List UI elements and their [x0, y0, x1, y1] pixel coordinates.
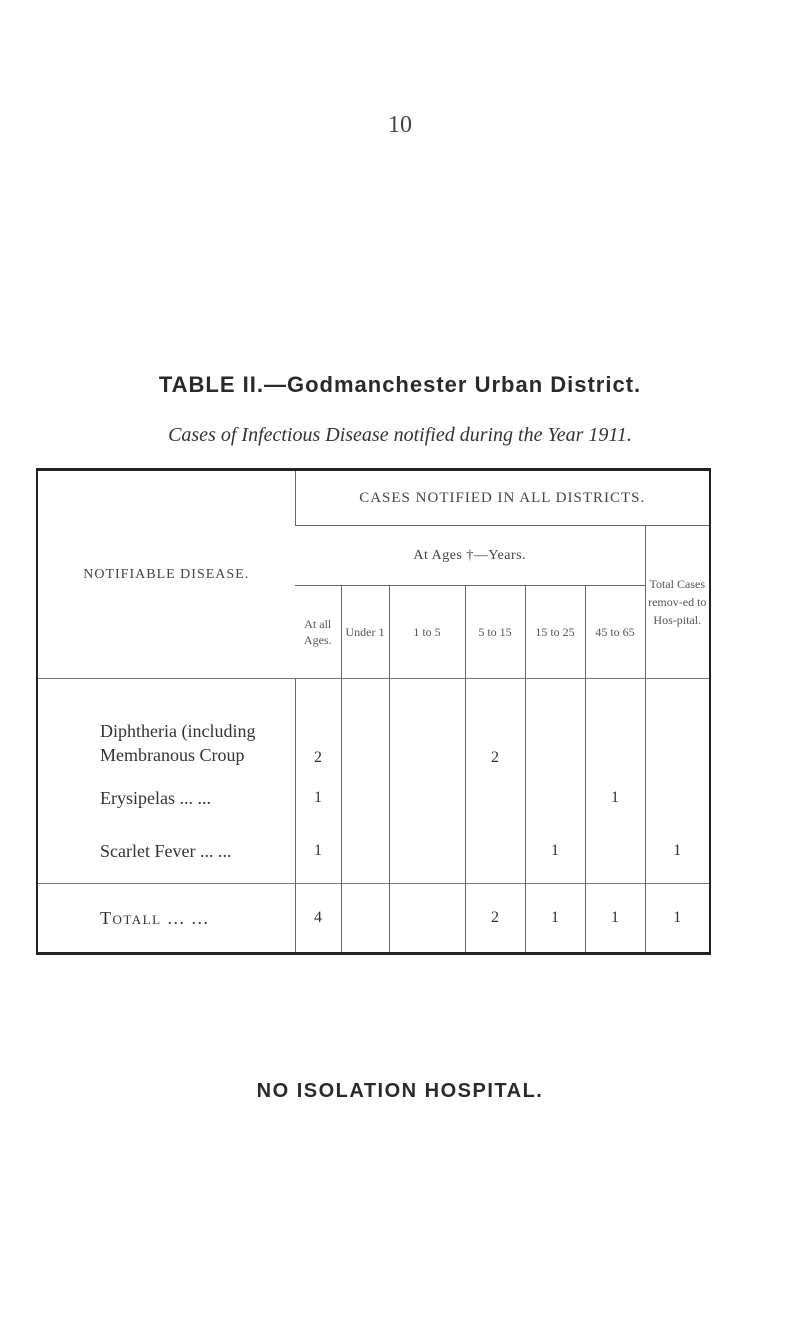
col-5-to-15: 5 to 15	[465, 586, 525, 679]
col-all-ages: At all Ages.	[295, 586, 341, 679]
cell-all-ages: 2	[295, 679, 341, 777]
table-row	[37, 777, 710, 820]
cell-5-to-15: 2	[465, 679, 525, 777]
total-45-to-65: 1	[585, 884, 645, 954]
total-removed-header: Total Cases remov-ed to Hos-pital.	[645, 526, 710, 679]
cases-notified-header: CASES NOTIFIED IN ALL DISTRICTS.	[295, 470, 710, 526]
table-title: TABLE II.—Godmanchester Urban District.	[158, 372, 642, 397]
total-1-to-5	[389, 884, 465, 954]
cell-hospital	[645, 679, 710, 777]
cell-1-to-5	[389, 777, 465, 820]
disease-column-header: NOTIFIABLE DISEASE.	[83, 566, 250, 582]
total-15-to-25: 1	[525, 884, 585, 954]
col-45-to-65: 45 to 65	[585, 586, 645, 679]
cell-15-to-25	[525, 777, 585, 820]
page-number: 10	[388, 112, 412, 138]
header-row-1	[37, 470, 710, 526]
disease-name: Scarlet Fever ... ...	[100, 840, 232, 861]
footer-note: NO ISOLATION HOSPITAL.	[256, 1080, 544, 1102]
cell-all-ages: 1	[295, 820, 341, 884]
disease-name: Erysipelas ... ...	[100, 787, 211, 808]
total-5-to-15: 2	[465, 884, 525, 954]
col-under-1: Under 1	[341, 586, 389, 679]
cell-5-to-15	[465, 777, 525, 820]
table-subtitle: Cases of Infectious Disease notified during the Year 1911.	[168, 424, 632, 446]
cell-45-to-65	[585, 679, 645, 777]
total-all-ages: 4	[295, 884, 341, 954]
cell-1-to-5	[389, 820, 465, 884]
cell-15-to-25	[525, 679, 585, 777]
total-under-1	[341, 884, 389, 954]
total-hospital: 1	[645, 884, 710, 954]
cell-5-to-15	[465, 820, 525, 884]
cell-under-1	[341, 679, 389, 777]
cell-15-to-25: 1	[525, 820, 585, 884]
total-label: Totall ... ...	[37, 884, 295, 954]
cell-1-to-5	[389, 679, 465, 777]
total-row	[37, 884, 710, 954]
cell-all-ages: 1	[295, 777, 341, 820]
col-15-to-25: 15 to 25	[525, 586, 585, 679]
cell-hospital: 1	[645, 820, 710, 884]
table-row	[37, 820, 710, 884]
cell-under-1	[341, 777, 389, 820]
ages-header: At Ages †—Years.	[295, 526, 645, 586]
cell-45-to-65	[585, 820, 645, 884]
table-row	[37, 679, 710, 777]
col-1-to-5: 1 to 5	[389, 586, 465, 679]
infectious-disease-table	[36, 468, 711, 955]
cell-under-1	[341, 820, 389, 884]
cell-45-to-65: 1	[585, 777, 645, 820]
cell-hospital	[645, 777, 710, 820]
disease-name: Diphtheria (including Membranous Croup	[37, 679, 295, 777]
